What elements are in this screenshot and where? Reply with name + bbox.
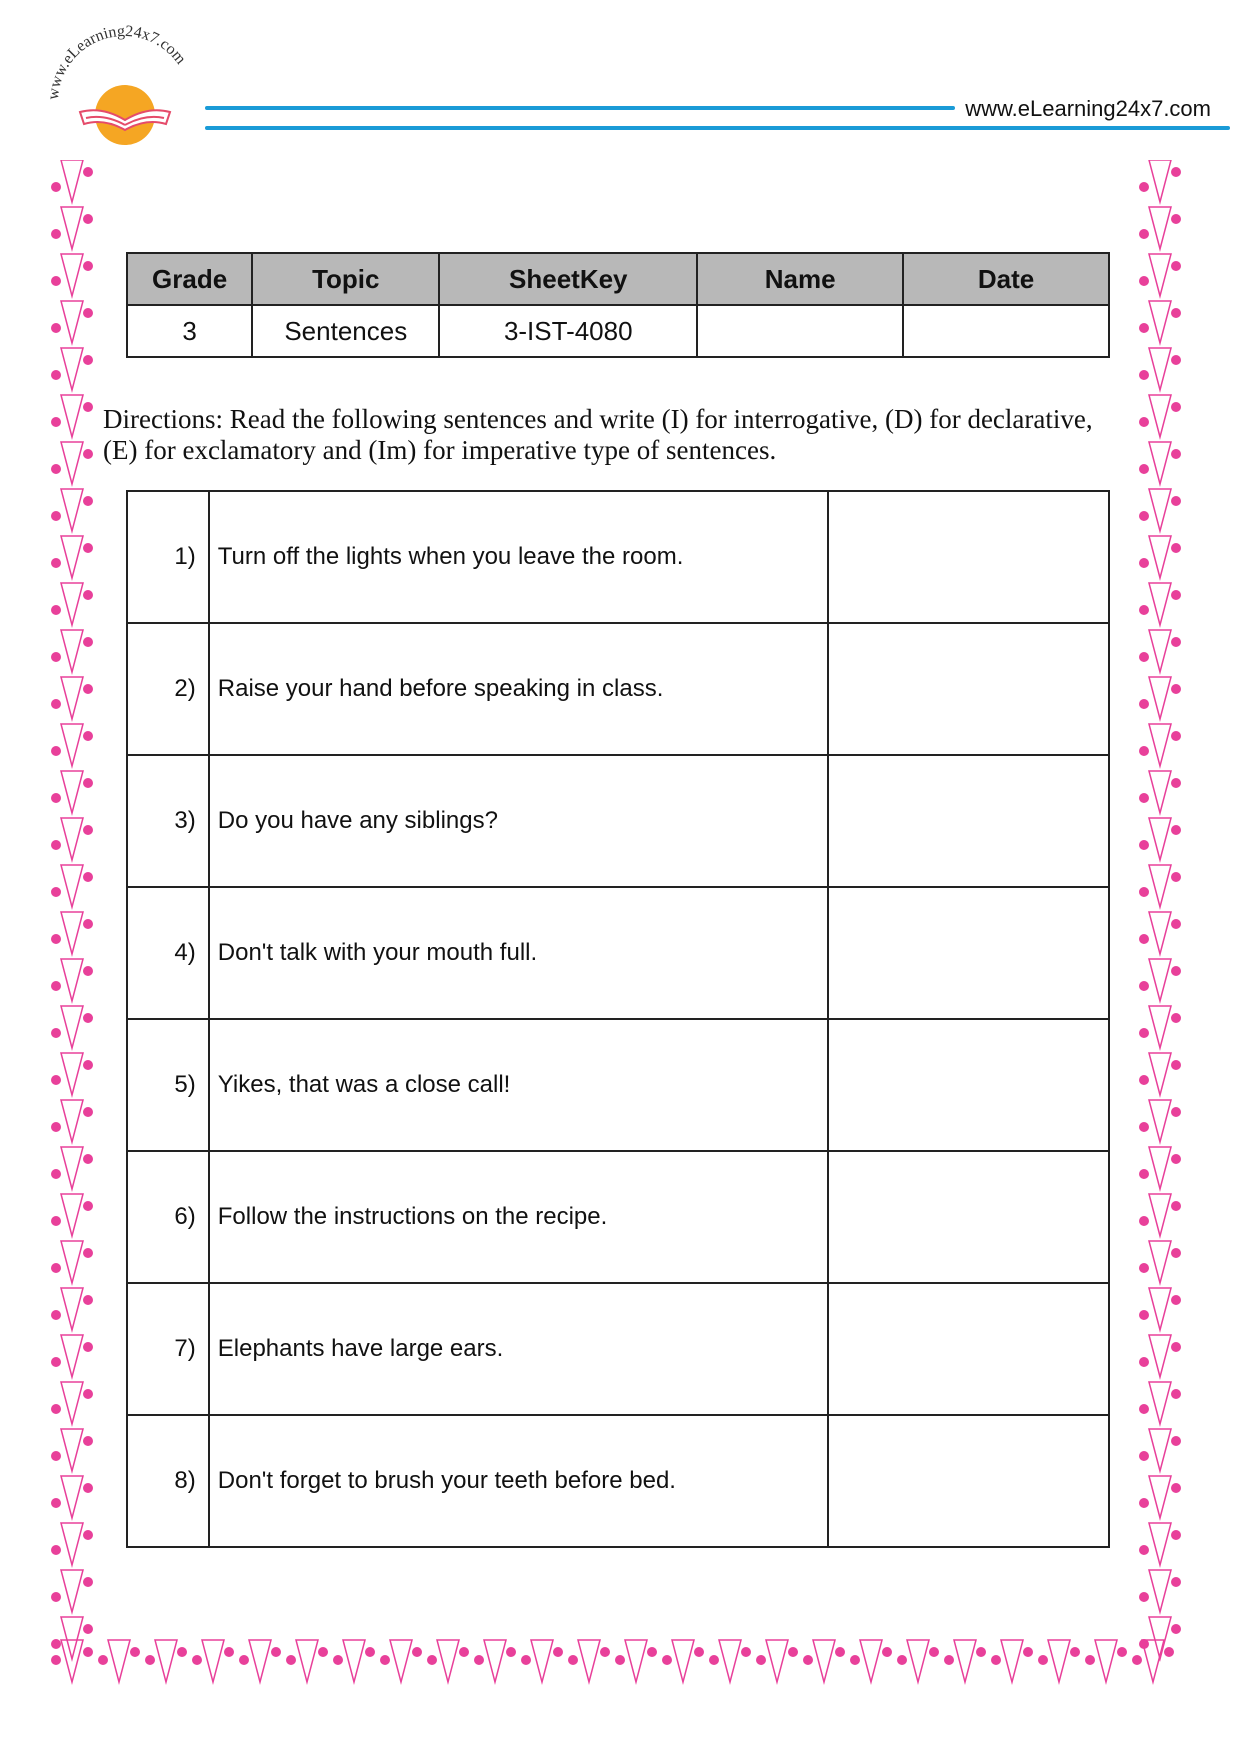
header-line-bottom [205, 126, 1230, 130]
answer-cell[interactable] [828, 1019, 1109, 1151]
question-row [127, 1019, 1109, 1151]
date-field[interactable] [903, 305, 1109, 357]
name-header: Name [697, 253, 903, 305]
question-row [127, 1283, 1109, 1415]
info-value-row [127, 305, 1109, 357]
question-number: 5) [127, 1019, 209, 1151]
question-row [127, 887, 1109, 1019]
question-sentence: Do you have any siblings? [209, 755, 829, 887]
topic-value: Sentences [252, 305, 439, 357]
sheetkey-value: 3-IST-4080 [439, 305, 697, 357]
question-sentence: Don't talk with your mouth full. [209, 887, 829, 1019]
question-number: 1) [127, 491, 209, 623]
date-header: Date [903, 253, 1109, 305]
topic-header: Topic [252, 253, 439, 305]
grade-header: Grade [127, 253, 252, 305]
question-sentence: Turn off the lights when you leave the room. [209, 491, 829, 623]
question-number: 3) [127, 755, 209, 887]
elearning-logo [40, 20, 210, 150]
question-number: 8) [127, 1415, 209, 1547]
question-sentence: Elephants have large ears. [209, 1283, 829, 1415]
logo-arc-text: www.eLearning24x7.com [44, 22, 190, 101]
answer-cell[interactable] [828, 1151, 1109, 1283]
header-line-top [205, 106, 955, 110]
question-number: 7) [127, 1283, 209, 1415]
page-header [0, 0, 1241, 150]
question-sentence: Raise your hand before speaking in class. [209, 623, 829, 755]
question-number: 4) [127, 887, 209, 1019]
name-field[interactable] [697, 305, 903, 357]
question-number: 6) [127, 1151, 209, 1283]
sheetkey-header: SheetKey [439, 253, 697, 305]
answer-cell[interactable] [828, 491, 1109, 623]
question-row [127, 1151, 1109, 1283]
question-row [127, 755, 1109, 887]
question-row [127, 491, 1109, 623]
site-url: www.eLearning24x7.com [965, 96, 1211, 121]
question-sentence: Follow the instructions on the recipe. [209, 1151, 829, 1283]
answer-cell[interactable] [828, 887, 1109, 1019]
question-row [127, 623, 1109, 755]
answer-cell[interactable] [828, 1283, 1109, 1415]
info-header-row [127, 253, 1109, 305]
worksheet-info-table [126, 252, 1110, 358]
directions-text: Directions: Read the following sentences and write (I) for interrogative, (D) for declarative, (E) for exclamatory and (Im) for imperative type of sentences. [103, 404, 1093, 465]
grade-value: 3 [127, 305, 252, 357]
question-row [127, 1415, 1109, 1547]
answer-cell[interactable] [828, 623, 1109, 755]
questions-table [126, 490, 1110, 1548]
answer-cell[interactable] [828, 1415, 1109, 1547]
answer-cell[interactable] [828, 755, 1109, 887]
question-sentence: Don't forget to brush your teeth before bed. [209, 1415, 829, 1547]
question-sentence: Yikes, that was a close call! [209, 1019, 829, 1151]
question-number: 2) [127, 623, 209, 755]
